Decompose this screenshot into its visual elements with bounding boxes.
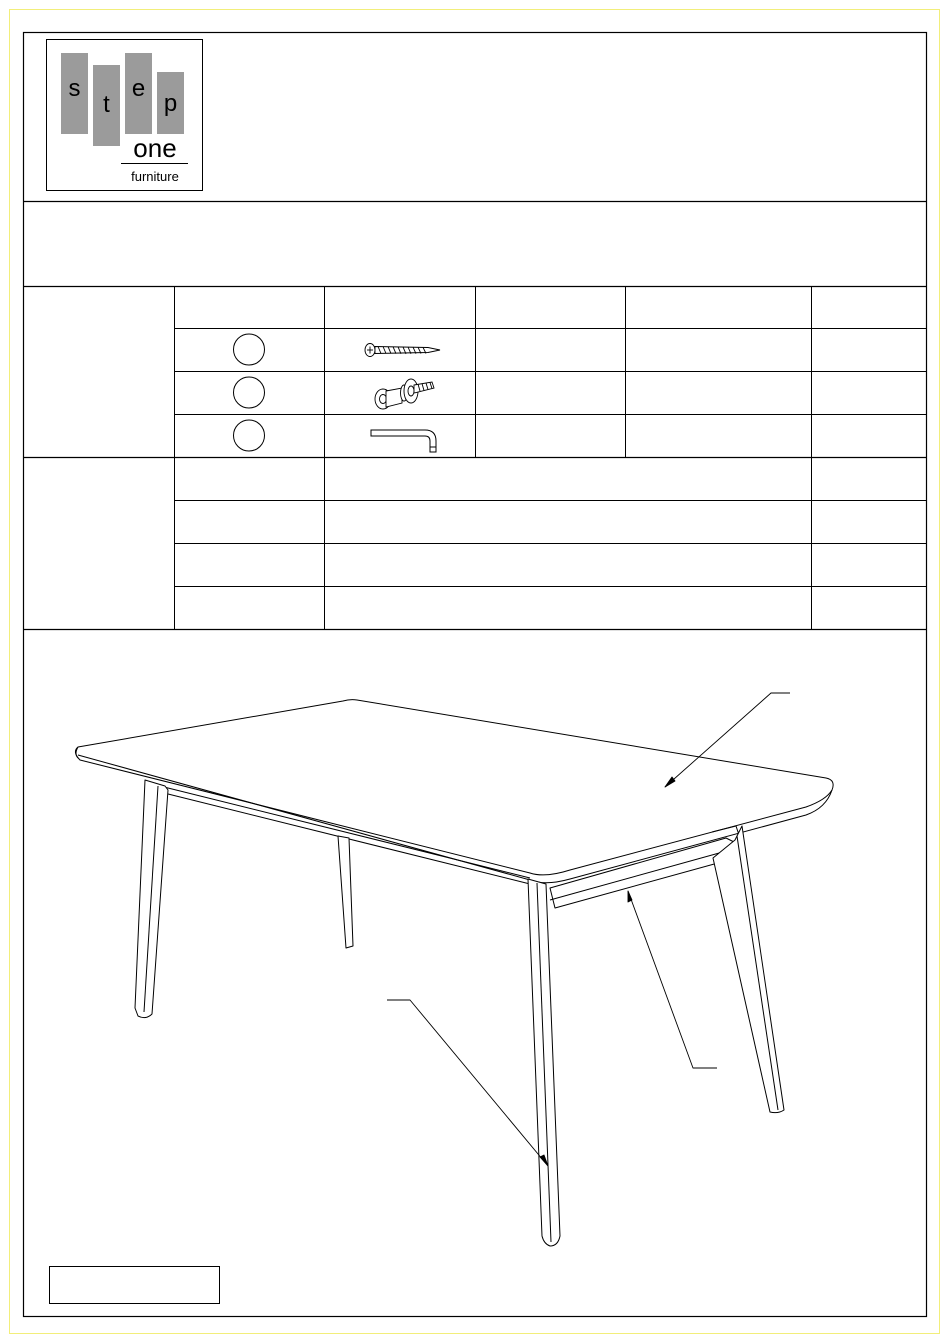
logo-letter-s: s xyxy=(68,75,81,102)
hardware-label-circle-1 xyxy=(234,334,265,365)
header-section xyxy=(23,40,927,202)
parts-table xyxy=(23,457,927,630)
logo-word-one: one xyxy=(133,133,177,163)
logo-letter-e: e xyxy=(131,75,146,102)
logo-letter-p: p xyxy=(163,90,178,117)
hardware-label-circle-2 xyxy=(234,377,265,408)
logo-tagline: furniture xyxy=(131,169,179,184)
brand-logo xyxy=(47,40,203,191)
outer-frame xyxy=(24,33,927,1317)
leg-front-right xyxy=(713,826,784,1113)
allen-key-icon xyxy=(371,430,436,452)
hardware-label-circle-3 xyxy=(234,420,265,451)
wood-screw-icon xyxy=(365,344,440,357)
table-illustration xyxy=(75,693,833,1246)
model-label-box xyxy=(50,1267,220,1304)
hardware-table xyxy=(23,286,927,458)
leg-back-middle xyxy=(338,836,353,948)
logo-letter-t: t xyxy=(103,91,110,118)
bolt-with-washers-icon xyxy=(375,379,434,409)
